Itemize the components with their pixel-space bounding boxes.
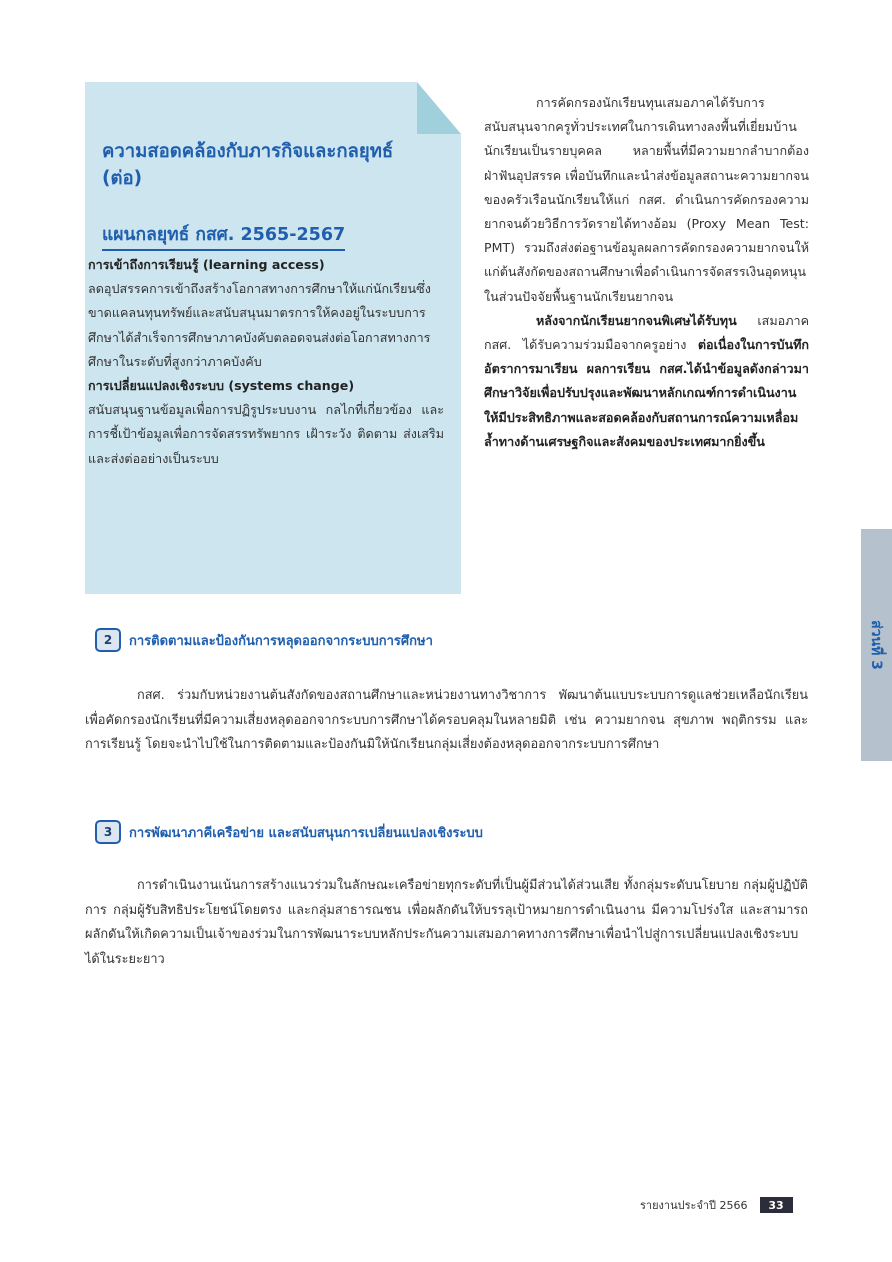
- page-footer: [640, 1196, 793, 1214]
- learning-access-heading: การเข้าถึงการเรียนรู้ (learning access): [88, 257, 325, 272]
- page-number: 33: [760, 1197, 793, 1213]
- systems-change-heading: การเปลี่ยนแปลงเชิงระบบ (systems change): [88, 378, 355, 394]
- screening-paragraph: การคัดกรองนักเรียนทุนเสมอภาคได้รับการสนับสนุนจากครูทั่วประเทศในการเดินทางลงพื้นที่เยี่ยมบ้านนักเรียนเป็นรายบุคคล หลายพื้นที่มีความยากลำบากต้องฝ่าฟันอุปสรรค เพื่อบันทึกและนำส่งข้อมูลสถานะความยากจนของครัวเรือนนักเรียนให้แก่ กสศ. ดำเนินการคัดกรองความยากจนด้วยวิธีการวัดรายได้ทางอ้อม (Proxy Mean Test: PMT) รวมถึงส่งต่อฐานข้อมูลผลการคัดกรองความยากจนให้แก่ต้นสังกัดของสถานศึกษาเพื่อดำเนินการจัดสรรเงินอุดหนุนในส่วนปัจจัยพื้นฐานนักเรียนยากจน: [484, 95, 809, 304]
- section-2-body: [85, 684, 808, 758]
- systems-change-text: สนับสนุนฐานข้อมูลเพื่อการปฏิรูประบบงาน กลไกที่เกี่ยวข้อง และการชี้เป้าข้อมูลเพื่อการจัดสรรทรัพยากร เฝ้าระวัง ติดตาม ส่งเสริม และส่งต่ออย่างเป็นระบบ: [88, 402, 444, 466]
- section-3-heading: [95, 820, 483, 844]
- section-3-body: [85, 874, 808, 972]
- right-column: [484, 91, 809, 454]
- card-title: ความสอดคล้องกับภารกิจและกลยุทธ์ (ต่อ): [102, 141, 394, 189]
- section-2-number-badge: 2: [95, 628, 121, 652]
- follow-up-rest: ต่อเนื่องในการบันทึกอัตราการมาเรียน ผลการเรียน กสศ.ได้นำข้อมูลดังกล่าวมาศึกษาวิจัยเพื่อปรับปรุงและพัฒนาหลักเกณฑ์การดำเนินงานให้มีประสิทธิภาพและสอดคล้องกับสถานการณ์ความเหลื่อมล้ำทางด้านเศรษฐกิจและสังคมของประเทศมากยิ่งขึ้น: [484, 337, 809, 449]
- section-3-number-badge: 3: [95, 820, 121, 844]
- section-3-title: การพัฒนาภาคีเครือข่าย และสนับสนุนการเปลี่ยนแปลงเชิงระบบ: [129, 825, 483, 841]
- card-folded-corner: [417, 82, 461, 134]
- section-2-paragraph: กสศ. ร่วมกับหน่วยงานต้นสังกัดของสถานศึกษาและหน่วยงานทางวิชาการ พัฒนาต้นแบบระบบการดูแลช่วยเหลือนักเรียน เพื่อคัดกรองนักเรียนที่มีความเสี่ยงหลุดออกจากระบบการศึกษาได้ครอบคลุมในหลายมิติ เช่น ความยากจน สุขภาพ พฤติกรรม และการเรียนรู้ โดยจะนำไปใช้ในการติดตามและป้องกันมิให้นักเรียนกลุ่มเสี่ยงต้องหลุดออกจากระบบการศึกษา: [85, 688, 808, 752]
- card-body: [88, 253, 444, 471]
- footer-report-label: รายงานประจำปี 2566: [640, 1199, 748, 1212]
- follow-up-paragraph: [484, 309, 809, 454]
- section-side-tab-label: ส่วนที่ 3: [868, 620, 884, 670]
- section-2-title: การติดตามและป้องกันการหลุดออกจากระบบการศึกษา: [129, 633, 433, 649]
- follow-up-lead: หลังจากนักเรียนยากจนพิเศษได้รับทุน: [536, 312, 737, 328]
- section-3-paragraph: การดำเนินงานเน้นการสร้างแนวร่วมในลักษณะเครือข่ายทุกระดับที่เป็นผู้มีส่วนได้ส่วนเสีย ทั้งกลุ่มระดับนโยบาย กลุ่มผู้ปฏิบัติการ กลุ่มผู้รับสิทธิประโยชน์โดยตรง และกลุ่มสาธารณชน เพื่อผลักดันให้บรรลุเป้าหมายการดำเนินงาน มีความโปร่งใส และสามารถผลักดันให้เกิดความเป็นเจ้าของร่วมในการพัฒนาระบบหลักประกันความเสมอภาคทางการศึกษาเพื่อนำไปสู่การเปลี่ยนแปลงเชิงระบบได้ในระยะยาว: [85, 878, 808, 967]
- section-2-heading: [95, 628, 433, 652]
- learning-access-text: ลดอุปสรรคการเข้าถึงสร้างโอกาสทางการศึกษาให้แก่นักเรียนซึ่งขาดแคลนทุนทรัพย์และสนับสนุนมาตรการให้คงอยู่ในระบบการศึกษาได้สำเร็จการศึกษาภาคบังคับตลอดจนส่งต่อโอกาสทางการศึกษาในระดับที่สูงกว่าภาคบังคับ: [88, 281, 431, 369]
- follow-up-normal: เสมอภาค กสศ. ได้รับความร่วมมือจากครูอย่าง: [484, 312, 809, 353]
- card-subtitle: แผนกลยุทธ์ กสศ. 2565-2567: [102, 222, 345, 251]
